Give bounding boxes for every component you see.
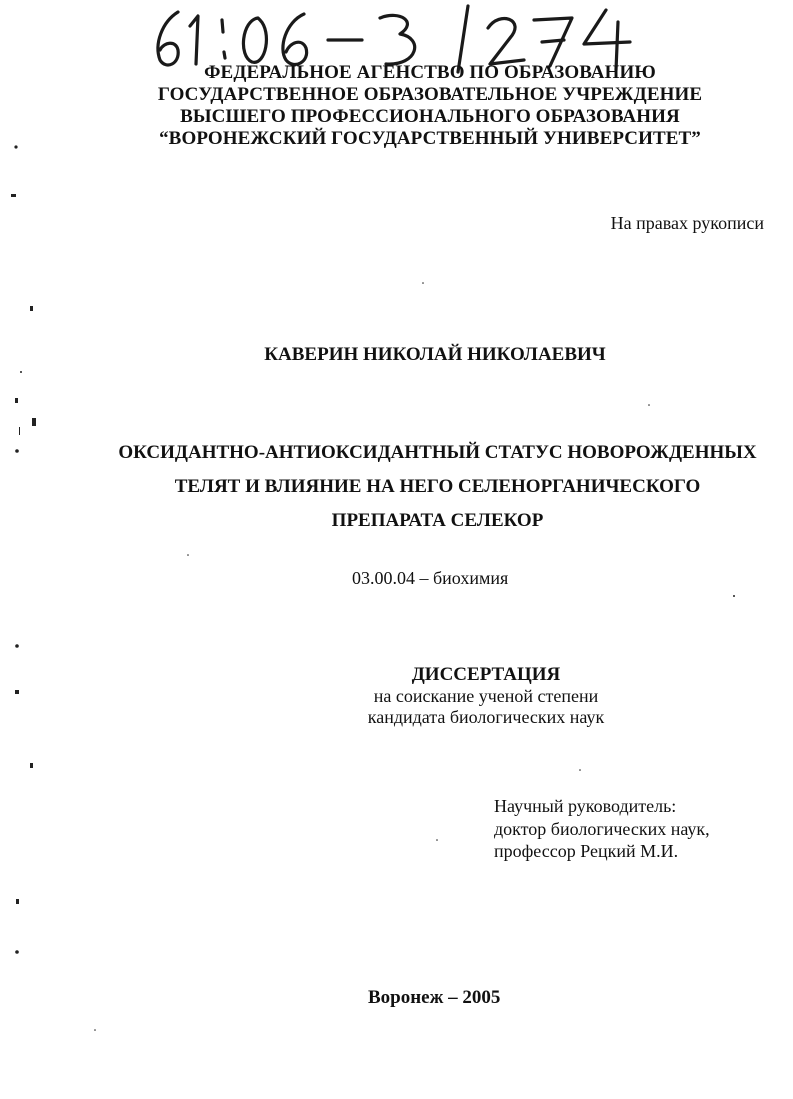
header-line-education: ВЫСШЕГО ПРОФЕССИОНАЛЬНОГО ОБРАЗОВАНИЯ	[180, 106, 680, 127]
dissertation-title	[40, 436, 793, 538]
degree-line-1: на соискание ученой степени	[373, 686, 599, 706]
dissertation-block	[226, 664, 746, 728]
title-line-1: ОКСИДАНТНО-АНТИОКСИДАНТНЫЙ СТАТУС НОВОРОЖДЕННЫХ	[118, 442, 757, 463]
supervisor-name: профессор Рецкий М.И.	[494, 841, 679, 861]
header-line-agency: ФЕДЕРАЛЬНОЕ АГЕНСТВО ПО ОБРАЗОВАНИЮ	[204, 62, 656, 83]
title-line-3: ПРЕПАРАТА СЕЛЕКОР	[331, 510, 544, 531]
institution-header	[60, 62, 793, 150]
header-line-institution: ГОСУДАРСТВЕННОЕ ОБРАЗОВАТЕЛЬНОЕ УЧРЕЖДЕНИЕ	[157, 84, 703, 105]
supervisor-label: Научный руководитель:	[494, 796, 677, 816]
city-year: Воронеж – 2005	[368, 987, 501, 1008]
supervisor-block	[494, 795, 710, 863]
author-name: КАВЕРИН НИКОЛАЙ НИКОЛАЕВИЧ	[264, 344, 606, 365]
specialty-code: 03.00.04 – биохимия	[352, 568, 509, 588]
degree-line-2: кандидата биологических наук	[367, 707, 605, 727]
dissertation-heading: ДИССЕРТАЦИЯ	[411, 664, 561, 685]
supervisor-degree: доктор биологических наук,	[494, 818, 710, 839]
rights-note: На правах рукописи	[610, 213, 764, 233]
header-line-university: “ВОРОНЕЖСКИЙ ГОСУДАРСТВЕННЫЙ УНИВЕРСИТЕТ”	[159, 128, 701, 149]
title-line-2: ТЕЛЯТ И ВЛИЯНИЕ НА НЕГО СЕЛЕНОРГАНИЧЕСКОГО	[174, 476, 701, 497]
